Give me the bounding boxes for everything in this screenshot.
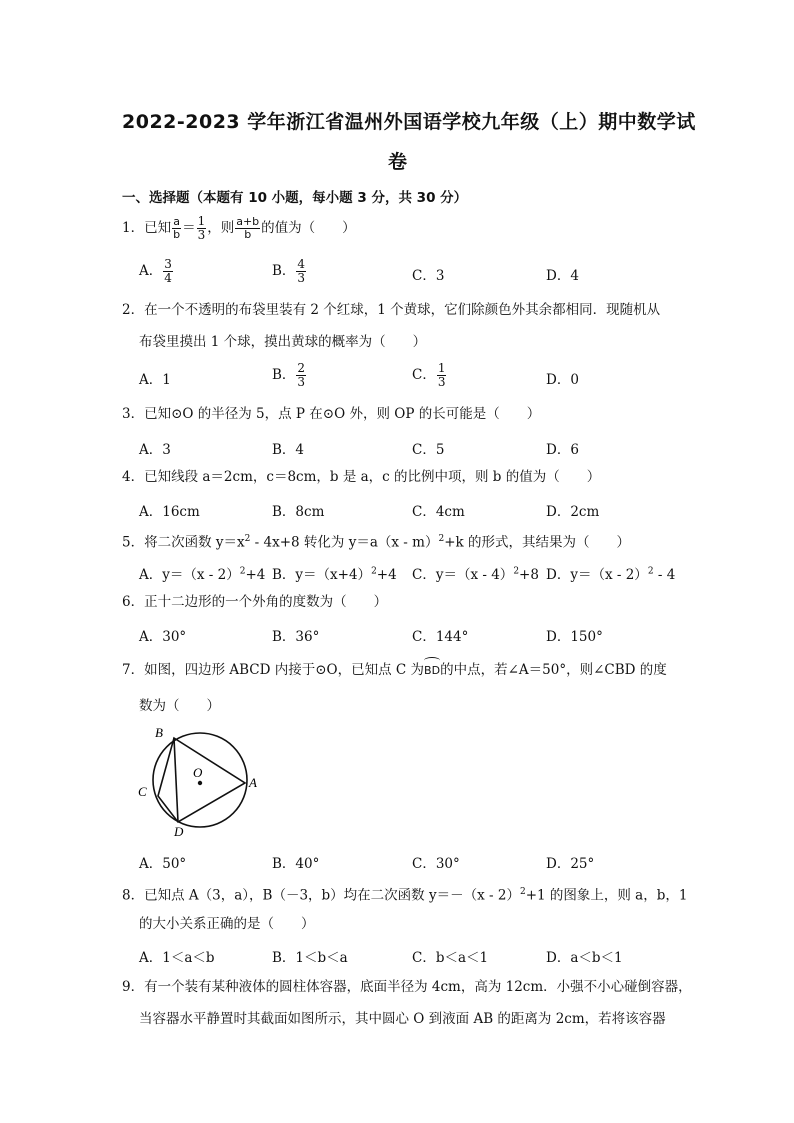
option-d[interactable]: D．150°: [546, 629, 603, 645]
option-b[interactable]: B．1＜b＜a: [272, 950, 348, 966]
option-b[interactable]: B． $\frac{4}{3}$: [272, 257, 306, 285]
question-8: 8．已知点 A（3，a），B（－3，b）均在二次函数 y＝－（x - 2）$^2$+1 的图象上，则 a，b，1: [122, 887, 688, 904]
option-b[interactable]: B． $\frac{2}{3}$: [272, 361, 306, 389]
option-c[interactable]: C． $\frac{1}{3}$: [412, 361, 446, 389]
question-9: 9．有一个装有某种液体的圆柱体容器，底面半径为 4cm，高为 12cm．小强不小心碰倒容器，: [122, 979, 692, 995]
equals-sign: ＝: [182, 220, 196, 236]
option-a[interactable]: A．y＝（x - 2）$^2$+4: [139, 566, 266, 583]
option-b[interactable]: B．8cm: [272, 504, 325, 520]
question-text: ，则: [207, 220, 235, 236]
option-b[interactable]: B．36°: [272, 629, 320, 645]
label-a: A: [249, 775, 257, 790]
option-b[interactable]: B．$y=(x+4)^2+4$: [272, 566, 397, 583]
option-b[interactable]: B．40°: [272, 856, 320, 872]
question-1: [122, 215, 356, 242]
fraction-a-over-b: $\frac{a}{b}$: [173, 215, 181, 241]
question-5: 5．将二次函数 $y=x^2 - 4x+8$ 转化为 y＝a（x - m）$^2$+k 的形式，其结果为（ ）: [122, 534, 630, 551]
fraction-one-third: $\frac{1}{3}$: [197, 214, 206, 242]
option-c[interactable]: C．3: [412, 268, 445, 284]
question-7-line2: 数为（ ）: [139, 698, 220, 714]
quadrilateral-abcd: [158, 738, 245, 822]
option-d[interactable]: D．6: [546, 442, 579, 458]
option-c[interactable]: C．4cm: [412, 504, 465, 520]
question-text: 已知: [144, 220, 172, 236]
option-c[interactable]: C．y＝（x - 4）$^2$+8: [412, 566, 539, 583]
question-6: 6．正十二边形的一个外角的度数为（ ）: [122, 594, 388, 610]
option-a[interactable]: A．16cm: [139, 504, 200, 520]
circle-quadrilateral-figure: [130, 722, 270, 846]
option-a[interactable]: A．1＜a＜b: [139, 950, 215, 966]
option-c[interactable]: C．144°: [412, 629, 469, 645]
label-o: O: [193, 765, 203, 780]
question-9-line2: 当容器水平静置时其截面如图所示，其中圆心 O 到液面 AB 的距离为 2cm，若将该容器: [139, 1011, 666, 1027]
option-d[interactable]: D．0: [546, 372, 579, 388]
fraction-a-plus-b-over-b: $\frac{a+b}{b}$: [236, 215, 260, 241]
label-c: C: [138, 784, 147, 799]
option-a[interactable]: A．3: [139, 442, 171, 458]
option-a[interactable]: A．30°: [139, 629, 187, 645]
option-d[interactable]: D．a＜b＜1: [546, 950, 623, 966]
label-b: B: [155, 725, 163, 740]
center-point-o: [198, 781, 202, 785]
arc-bd: BD: [424, 662, 440, 680]
page-title: 2022-2023 学年浙江省温州外国语学校九年级（上）期中数学试: [122, 111, 696, 133]
label-d: D: [174, 824, 184, 839]
diagonal-bd: [174, 738, 178, 822]
option-d[interactable]: D．y＝（x - 2）$^2$ - 4: [546, 566, 676, 583]
question-7: 7．如图，四边形 ABCD 内接于⊙O，已知点 C 为BD的中点，若∠A＝50°，则∠CBD 的度: [122, 662, 667, 678]
option-a[interactable]: A．1: [139, 372, 171, 388]
section-heading: 一、选择题（本题有 10 小题，每小题 3 分，共 30 分）: [122, 190, 468, 206]
circle-o: [153, 733, 247, 827]
option-a[interactable]: A． $\frac{3}{4}$: [139, 257, 172, 285]
question-text: 的值为（ ）: [261, 220, 356, 236]
option-c[interactable]: C．b＜a＜1: [412, 950, 489, 966]
option-d[interactable]: D．4: [546, 268, 579, 284]
option-d[interactable]: D．25°: [546, 856, 595, 872]
question-number: 1．: [122, 220, 145, 236]
option-d[interactable]: D．2cm: [546, 504, 600, 520]
question-8-line2: 的大小关系正确的是（ ）: [139, 916, 315, 932]
option-b[interactable]: B．4: [272, 442, 305, 458]
option-c[interactable]: C．5: [412, 442, 445, 458]
question-3: 3．已知⊙O 的半径为 5，点 P 在⊙O 外，则 OP 的长可能是（ ）: [122, 406, 541, 422]
question-4: 4．已知线段 a＝2cm，c＝8cm，b 是 a，c 的比例中项，则 b 的值为（ ）: [122, 469, 601, 485]
question-2-line2: 布袋里摸出 1 个球，摸出黄球的概率为（ ）: [139, 334, 427, 350]
option-a[interactable]: A．50°: [139, 856, 187, 872]
option-c[interactable]: C．30°: [412, 856, 460, 872]
question-2: 2．在一个不透明的布袋里装有 2 个红球，1 个黄球，它们除颜色外其余都相同．现随机从: [122, 302, 661, 318]
page-title-continued: 卷: [388, 151, 408, 173]
